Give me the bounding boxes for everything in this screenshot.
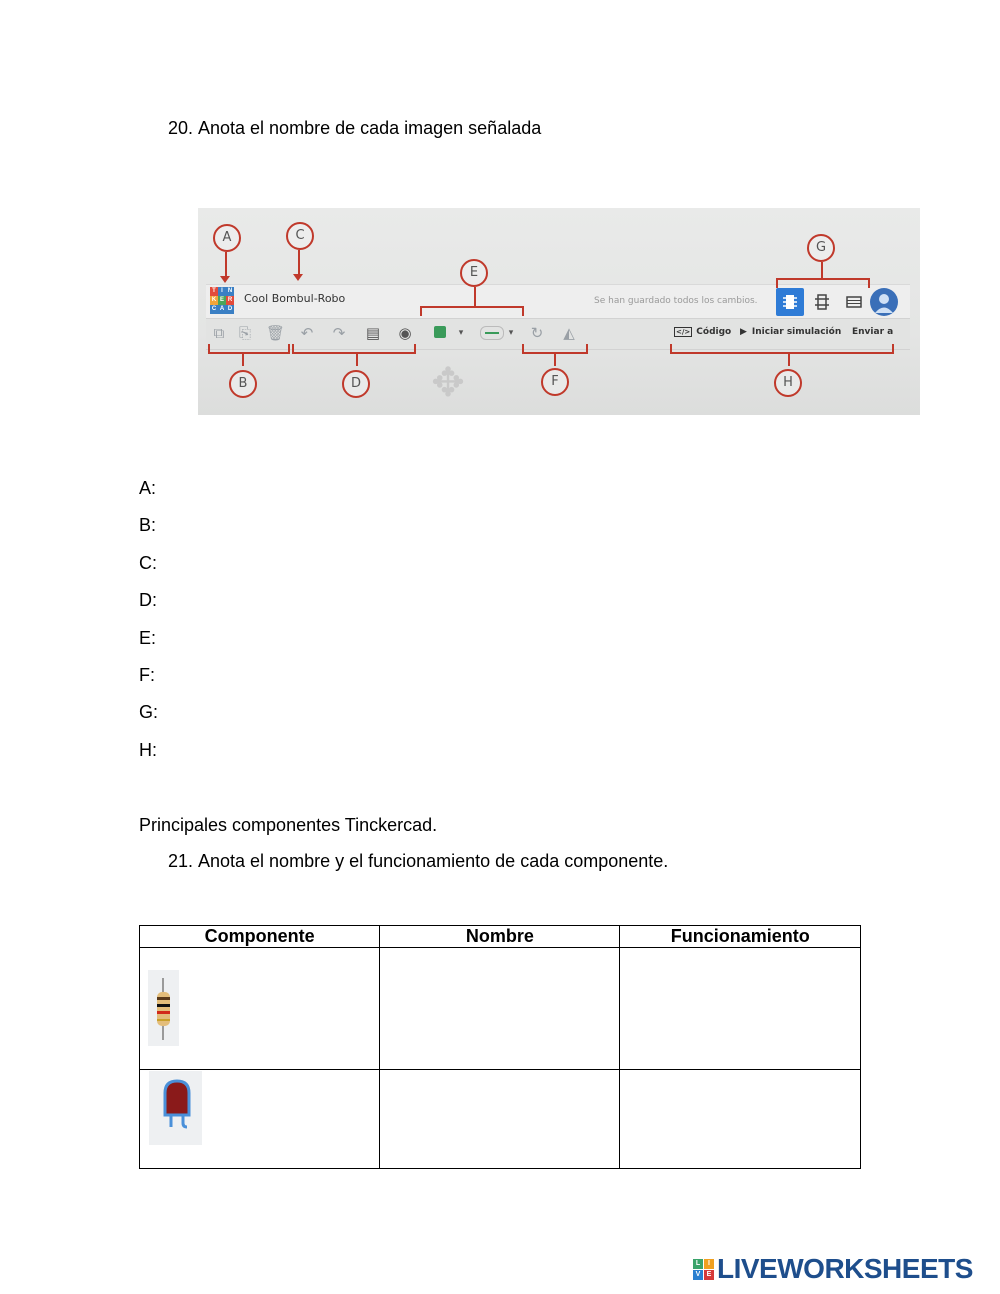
callout-f-line [554, 352, 556, 366]
user-avatar[interactable] [870, 288, 898, 316]
answer-label-e: E: [139, 628, 157, 648]
answer-label-a: A: [139, 478, 157, 498]
callout-h: H [774, 369, 802, 397]
answer-label-c: C: [139, 553, 157, 573]
question-21-text: Anota el nombre y el funcionamiento de cada componente. [198, 851, 669, 871]
section-title: Principales componentes Tinckercad. [139, 815, 438, 835]
answer-label-h: H: [139, 740, 157, 760]
header-function: Funcionamiento [620, 926, 861, 948]
chip-icon [808, 288, 836, 316]
callout-e-bracket [420, 306, 524, 316]
answer-label-b: B: [139, 515, 157, 535]
question-21-number: 21. [168, 851, 194, 871]
paste-icon[interactable]: ⎘ [238, 324, 251, 342]
table-header-row [140, 926, 861, 948]
tinkercad-logo: T I N K E R C A D [211, 288, 233, 312]
color-swatch-icon[interactable] [434, 326, 446, 338]
send-to-label: Enviar a [852, 327, 894, 337]
answer-label-g: G: [139, 702, 159, 722]
table-row [140, 948, 861, 1070]
wire-type-selector[interactable] [480, 326, 504, 340]
callout-a: A [213, 224, 241, 252]
tinkercad-screenshot-photo [198, 208, 920, 415]
callout-d: D [342, 370, 370, 398]
callout-h-line [788, 352, 790, 366]
redo-icon[interactable]: ↷ [332, 324, 346, 342]
liveworksheets-wordmark: LIVEWORKSHEETS [717, 1253, 973, 1284]
rotate-icon[interactable]: ↻ [530, 324, 544, 342]
callout-h-bracket [670, 344, 894, 354]
play-icon: ▶ [740, 327, 747, 337]
code-button[interactable] [674, 327, 731, 337]
code-button-label: Código [696, 327, 732, 337]
callout-g: G [807, 234, 835, 262]
liveworksheets-icon: L I V E [693, 1259, 714, 1280]
save-status: Se han guardado todos los cambios. [594, 296, 758, 306]
avatar-icon [870, 288, 898, 316]
question-21 [168, 850, 668, 872]
start-simulation-label: Iniciar simulación [751, 327, 842, 337]
project-title[interactable]: Cool Bombul-Robo [244, 292, 346, 305]
name-answer-cell[interactable] [380, 948, 620, 1070]
component-cell [140, 1070, 380, 1169]
question-20 [168, 117, 541, 139]
question-20-text: Anota el nombre de cada imagen señalada [198, 118, 542, 138]
list-icon [840, 288, 868, 316]
table-row [140, 1070, 861, 1169]
led-icon [149, 1071, 202, 1145]
undo-icon[interactable]: ↶ [300, 324, 314, 342]
function-answer-cell[interactable] [620, 948, 861, 1070]
delete-icon[interactable]: 🗑 [266, 324, 286, 342]
component-cell [140, 948, 380, 1070]
callout-d-bracket [292, 344, 416, 354]
move-arrows-icon: ✥ [431, 361, 465, 405]
code-icon: </> [676, 328, 691, 336]
callout-b: B [229, 370, 257, 398]
callout-g-bracket [776, 278, 870, 288]
copy-icon[interactable]: ⧉ [213, 324, 225, 342]
chevron-down-icon[interactable]: ▾ [458, 328, 464, 338]
circuit-icon [776, 288, 804, 316]
callout-b-line [242, 352, 244, 366]
header-name: Nombre [380, 926, 620, 948]
schematic-view-button[interactable] [808, 288, 836, 316]
resistor-icon [148, 970, 179, 1046]
component-list-button[interactable] [840, 288, 868, 316]
answer-label-d: D: [139, 590, 157, 610]
answer-label-f: F: [139, 665, 155, 685]
send-to-button[interactable] [852, 327, 893, 337]
components-table [139, 925, 861, 1169]
name-answer-cell[interactable] [380, 1070, 620, 1169]
start-simulation-button[interactable] [740, 327, 841, 337]
liveworksheets-logo [693, 1254, 973, 1284]
callout-f: F [541, 368, 569, 396]
chevron-down-icon[interactable]: ▾ [508, 328, 514, 338]
flip-icon[interactable]: ◭ [563, 324, 575, 342]
callout-d-line [356, 352, 358, 366]
callout-e-line [474, 287, 476, 307]
callout-c: C [286, 222, 314, 250]
callout-b-bracket [208, 344, 290, 354]
callout-e: E [460, 259, 488, 287]
function-answer-cell[interactable] [620, 1070, 861, 1169]
note-icon[interactable]: ▤ [365, 324, 381, 342]
question-20-number: 20. [168, 118, 194, 138]
header-component: Componente [140, 926, 380, 948]
circuit-view-button[interactable] [776, 288, 804, 316]
callout-g-line [821, 262, 823, 278]
arrow-head [293, 274, 303, 281]
view-toggle-icon[interactable]: ◉ [398, 324, 412, 342]
arrow-head [220, 276, 230, 283]
